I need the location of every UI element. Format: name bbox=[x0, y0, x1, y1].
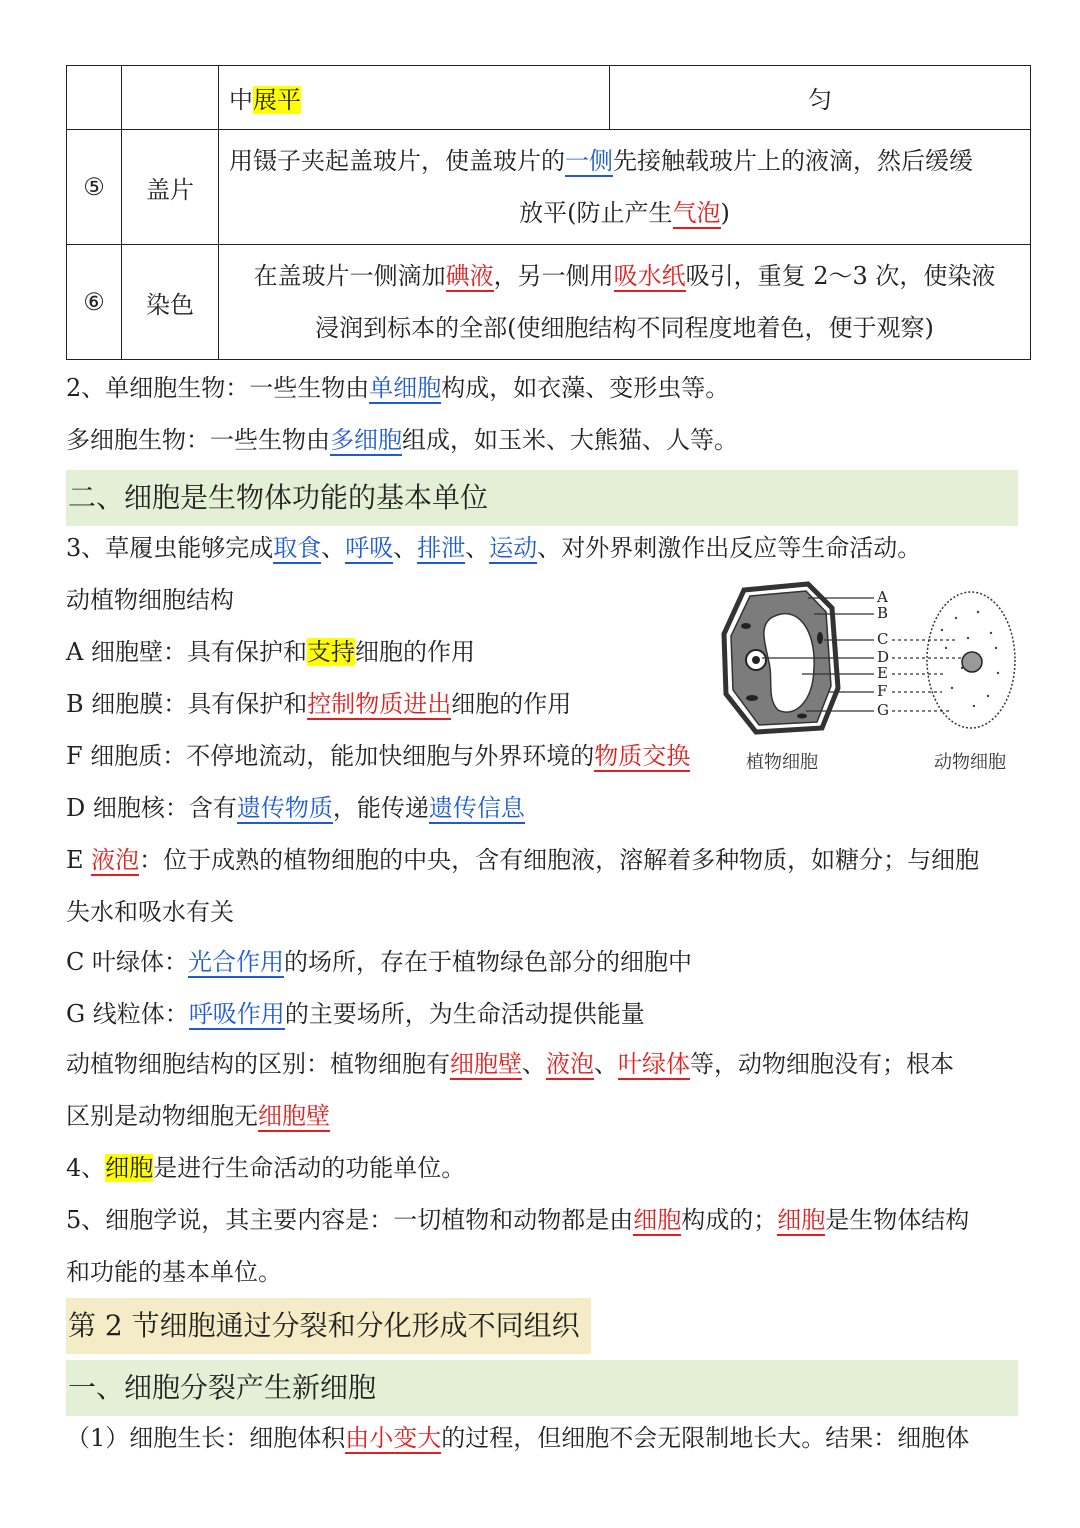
keyword: 液泡 bbox=[546, 1050, 594, 1078]
step-name: 染色 bbox=[122, 245, 219, 360]
plant-cell-caption: 植物细胞 bbox=[746, 752, 818, 773]
label-a: A bbox=[877, 588, 888, 606]
paragraph: （1）细胞生长：细胞体积由小变大的过程，但细胞不会无限制地长大。结果：细胞体 bbox=[66, 1424, 970, 1452]
paragraph: 3、草履虫能够完成取食、呼吸、排泄、运动、对外界刺激作出反应等生命活动。 bbox=[66, 534, 922, 562]
keyword: 控制物质进出 bbox=[307, 690, 452, 718]
table-row bbox=[67, 66, 1031, 130]
keyword: 呼吸 bbox=[345, 534, 394, 562]
animal-cell-caption: 动物细胞 bbox=[934, 752, 1006, 773]
paragraph: D 细胞核：含有遗传物质，能传递遗传信息 bbox=[66, 794, 525, 822]
table-row bbox=[67, 245, 1031, 360]
cell-structure-figure bbox=[716, 578, 1026, 778]
paragraph: 动植物细胞结构的区别：植物细胞有细胞壁、液泡、叶绿体等，动物细胞没有；根本 bbox=[66, 1050, 954, 1078]
paragraph: E 液泡：位于成熟的植物细胞的中央，含有细胞液，溶解着多种物质，如糖分；与细胞 bbox=[66, 846, 980, 874]
animal-nucleus bbox=[962, 652, 982, 672]
plant-nucleolus bbox=[752, 656, 760, 664]
keyword: 一侧 bbox=[565, 147, 613, 175]
table-row bbox=[67, 130, 1031, 245]
keyword: 取食 bbox=[273, 534, 322, 562]
step-detail: 用镊子夹起盖玻片，使盖玻片的一侧先接触载玻片上的液滴，然后缓缓 放平(防止产生气泡) bbox=[219, 130, 1031, 245]
paragraph: G 线粒体：呼吸作用的主要场所，为生命活动提供能量 bbox=[66, 1000, 645, 1028]
paragraph: F 细胞质：不停地流动，能加快细胞与外界环境的物质交换 bbox=[66, 742, 691, 770]
keyword: 排泄 bbox=[417, 534, 466, 562]
label-f: F bbox=[877, 682, 888, 700]
paragraph: B 细胞膜：具有保护和控制物质进出细胞的作用 bbox=[66, 690, 572, 718]
step-number: ⑥ bbox=[67, 245, 122, 360]
keyword: 呼吸作用 bbox=[188, 1000, 285, 1028]
label-letters bbox=[876, 588, 889, 719]
highlight: 支持 bbox=[306, 638, 355, 666]
keyword: 多细胞 bbox=[330, 426, 402, 454]
paragraph: 多细胞生物：一些生物由多细胞组成，如玉米、大熊猫、人等。 bbox=[66, 426, 738, 454]
highlight: 展平 bbox=[253, 86, 301, 114]
label-e: E bbox=[877, 664, 888, 682]
paragraph: 区别是动物细胞无细胞壁 bbox=[66, 1102, 330, 1130]
keyword: 液泡 bbox=[91, 846, 140, 874]
keyword: 吸水纸 bbox=[613, 262, 686, 290]
keyword: 遗传物质 bbox=[236, 794, 333, 822]
step-name bbox=[122, 66, 219, 130]
paragraph: 5、细胞学说，其主要内容是：一切植物和动物都是由细胞构成的；细胞是生物体结构 bbox=[66, 1206, 970, 1234]
keyword: 细胞 bbox=[633, 1206, 682, 1234]
keyword: 气泡 bbox=[672, 199, 721, 227]
label-b: B bbox=[877, 604, 889, 622]
paragraph: 4、细胞是进行生命活动的功能单位。 bbox=[66, 1154, 466, 1182]
keyword: 物质交换 bbox=[594, 742, 691, 770]
keyword: 由小变大 bbox=[345, 1424, 442, 1452]
label-d: D bbox=[877, 648, 890, 666]
keyword: 细胞壁 bbox=[258, 1102, 330, 1130]
steps-table bbox=[66, 65, 1031, 360]
step-detail: 中展平 bbox=[219, 66, 610, 130]
keyword: 光合作用 bbox=[188, 948, 284, 976]
paragraph: 2、单细胞生物：一些生物由单细胞构成，如衣藻、变形虫等。 bbox=[66, 374, 730, 402]
highlight: 细胞 bbox=[105, 1154, 154, 1182]
keyword: 叶绿体 bbox=[618, 1050, 690, 1078]
subheading: 动植物细胞结构 bbox=[66, 586, 234, 614]
keyword: 细胞壁 bbox=[450, 1050, 522, 1078]
label-c: C bbox=[877, 630, 889, 648]
mitochondrion bbox=[797, 714, 807, 719]
plant-vacuole bbox=[764, 614, 814, 713]
paragraph: 失水和吸水有关 bbox=[66, 898, 234, 926]
step-number bbox=[67, 66, 122, 130]
keyword: 单细胞 bbox=[369, 374, 442, 402]
chloroplast bbox=[746, 695, 758, 701]
keyword: 遗传信息 bbox=[428, 794, 525, 822]
paragraph: C 叶绿体：光合作用的场所，存在于植物绿色部分的细胞中 bbox=[66, 948, 692, 976]
step-number: ⑤ bbox=[67, 130, 122, 245]
section-heading: 一、细胞分裂产生新细胞 bbox=[66, 1360, 1018, 1416]
step-detail-right: 匀 bbox=[610, 66, 1031, 130]
keyword: 碘液 bbox=[445, 262, 494, 290]
paragraph: 和功能的基本单位。 bbox=[66, 1258, 282, 1286]
step-name: 盖片 bbox=[122, 130, 219, 245]
step-detail: 在盖玻片一侧滴加碘液，另一侧用吸水纸吸引，重复 2～3 次，使染液 浸润到标本的全部(使细胞结构不同程度地着色，便于观察) bbox=[219, 245, 1031, 360]
chloroplast bbox=[817, 632, 823, 644]
keyword: 运动 bbox=[489, 534, 538, 562]
label-g: G bbox=[877, 701, 889, 719]
chloroplast bbox=[741, 623, 751, 629]
paragraph: A 细胞壁：具有保护和支持细胞的作用 bbox=[66, 638, 475, 666]
keyword: 细胞 bbox=[777, 1206, 826, 1234]
section-heading: 第 2 节细胞通过分裂和分化形成不同组织 bbox=[66, 1298, 591, 1354]
section-heading: 二、细胞是生物体功能的基本单位 bbox=[66, 470, 1018, 526]
